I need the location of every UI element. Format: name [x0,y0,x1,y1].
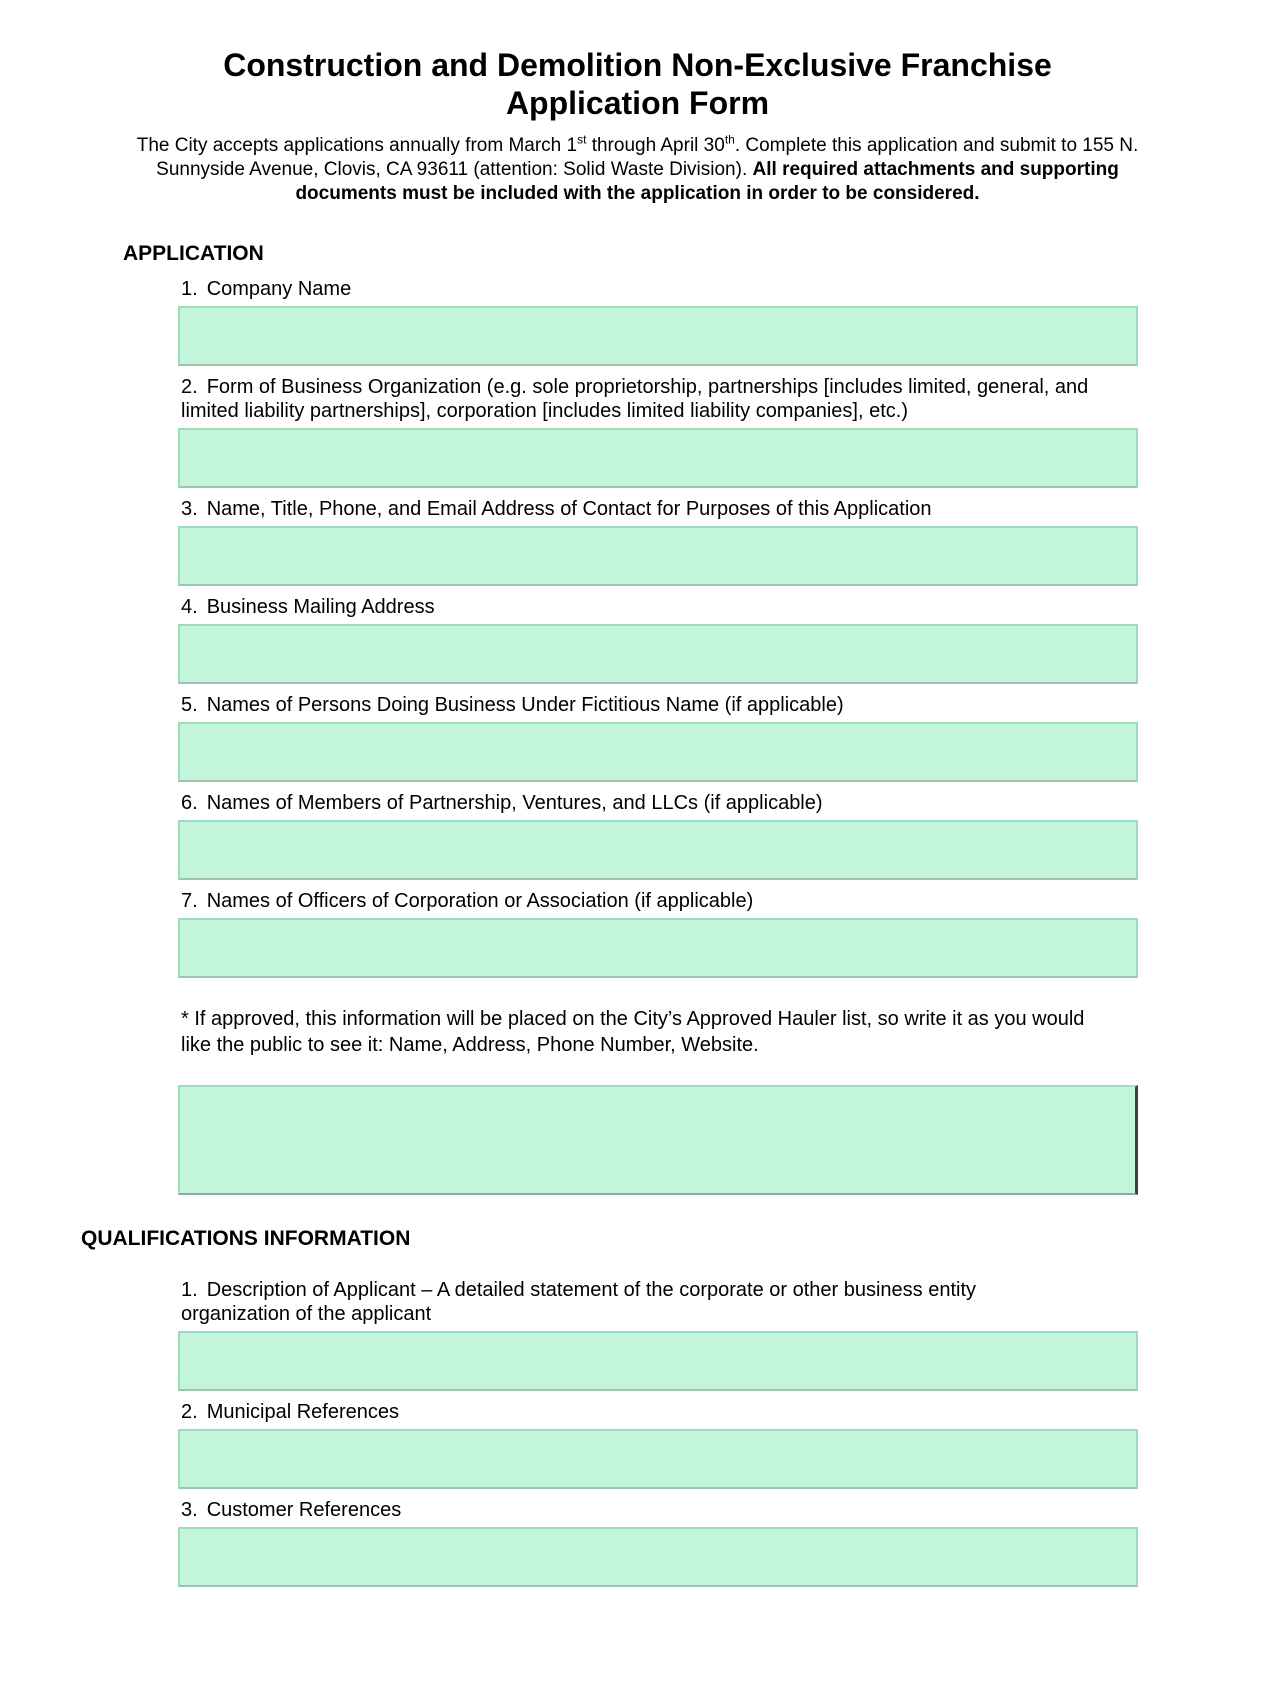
item-label [181,791,1096,815]
superscript-st: st [577,132,587,147]
item-number: 5. [181,694,198,716]
qualifications-item-2 [178,1400,1138,1489]
application-item-4 [178,595,1138,684]
item-label [181,277,1096,301]
page-title-line2: Application Form [505,85,770,121]
contact-info-field[interactable] [178,526,1138,586]
item-label [181,889,1096,913]
intro-text: . Complete this application and submit to 155 N. Sunnyside Avenue, Clovis, CA 93611 (attention: Solid Waste Division). [156,135,1139,180]
item-text: Names of Officers of Corporation or Association (if applicable) [206,890,754,912]
intro-bold-text: All required attachments and supporting documents must be included with the application in order to be considered. [295,159,1119,204]
page-title-line1: Construction and Demolition Non-Exclusive Franchise [223,47,1052,83]
application-item-2 [178,375,1138,488]
item-label [181,375,1096,423]
intro-paragraph [120,134,1155,206]
qualifications-items [178,1278,1138,1587]
item-text: Description of Applicant – A detailed statement of the corporate or other business entity organization of the applicant [181,1279,977,1325]
partnership-members-field[interactable] [178,820,1138,880]
item-text: Name, Title, Phone, and Email Address of Contact for Purposes of this Application [206,498,932,520]
item-label [181,1400,1001,1424]
intro-text: through April 30 [586,135,725,156]
business-organization-field[interactable] [178,428,1138,488]
hauler-listing-field[interactable] [178,1085,1138,1195]
fictitious-name-field[interactable] [178,722,1138,782]
intro-text: The City accepts applications annually from March 1 [136,135,578,156]
application-item-7 [178,889,1138,978]
item-text: Company Name [206,278,352,300]
approved-hauler-note: * If approved, this information will be placed on the City’s Approved Hauler list, so write it as you would like the public to see it: Name, Address, Phone Number, Website. [181,1008,1085,1056]
item-label [181,595,1096,619]
corporation-officers-field[interactable] [178,918,1138,978]
application-item-6 [178,791,1138,880]
superscript-th: th [724,132,735,147]
item-text: Names of Persons Doing Business Under Fictitious Name (if applicable) [206,694,844,716]
item-number: 4. [181,596,198,618]
applicant-description-field[interactable] [178,1331,1138,1391]
item-number: 3. [181,1499,198,1521]
item-label [181,1498,1001,1522]
item-number: 1. [181,278,198,300]
item-text: Form of Business Organization (e.g. sole proprietorship, partnerships [includes limited, general, and limited liability partnerships], corporation [includes limited liability companies], etc.) [181,376,1089,422]
application-section-heading: APPLICATION [123,242,264,265]
application-item-3 [178,497,1138,586]
item-number: 6. [181,792,198,814]
item-text: Municipal References [206,1401,400,1423]
item-number: 3. [181,498,198,520]
mailing-address-field[interactable] [178,624,1138,684]
qualifications-item-3 [178,1498,1138,1587]
item-label [181,693,1096,717]
customer-references-field[interactable] [178,1527,1138,1587]
item-number: 1. [181,1279,198,1301]
page-title [0,46,1275,122]
item-text: Customer References [206,1499,402,1521]
application-items [178,277,1138,978]
qualifications-item-1 [178,1278,1138,1391]
municipal-references-field[interactable] [178,1429,1138,1489]
item-number: 2. [181,1401,198,1423]
qualifications-section-heading: QUALIFICATIONS INFORMATION [81,1227,411,1250]
item-label [181,1278,1001,1326]
company-name-field[interactable] [178,306,1138,366]
item-label [181,497,1096,521]
item-number: 7. [181,890,198,912]
application-item-5 [178,693,1138,782]
item-number: 2. [181,376,198,398]
application-item-1 [178,277,1138,366]
item-text: Business Mailing Address [206,596,435,618]
item-text: Names of Members of Partnership, Ventures, and LLCs (if applicable) [206,792,823,814]
